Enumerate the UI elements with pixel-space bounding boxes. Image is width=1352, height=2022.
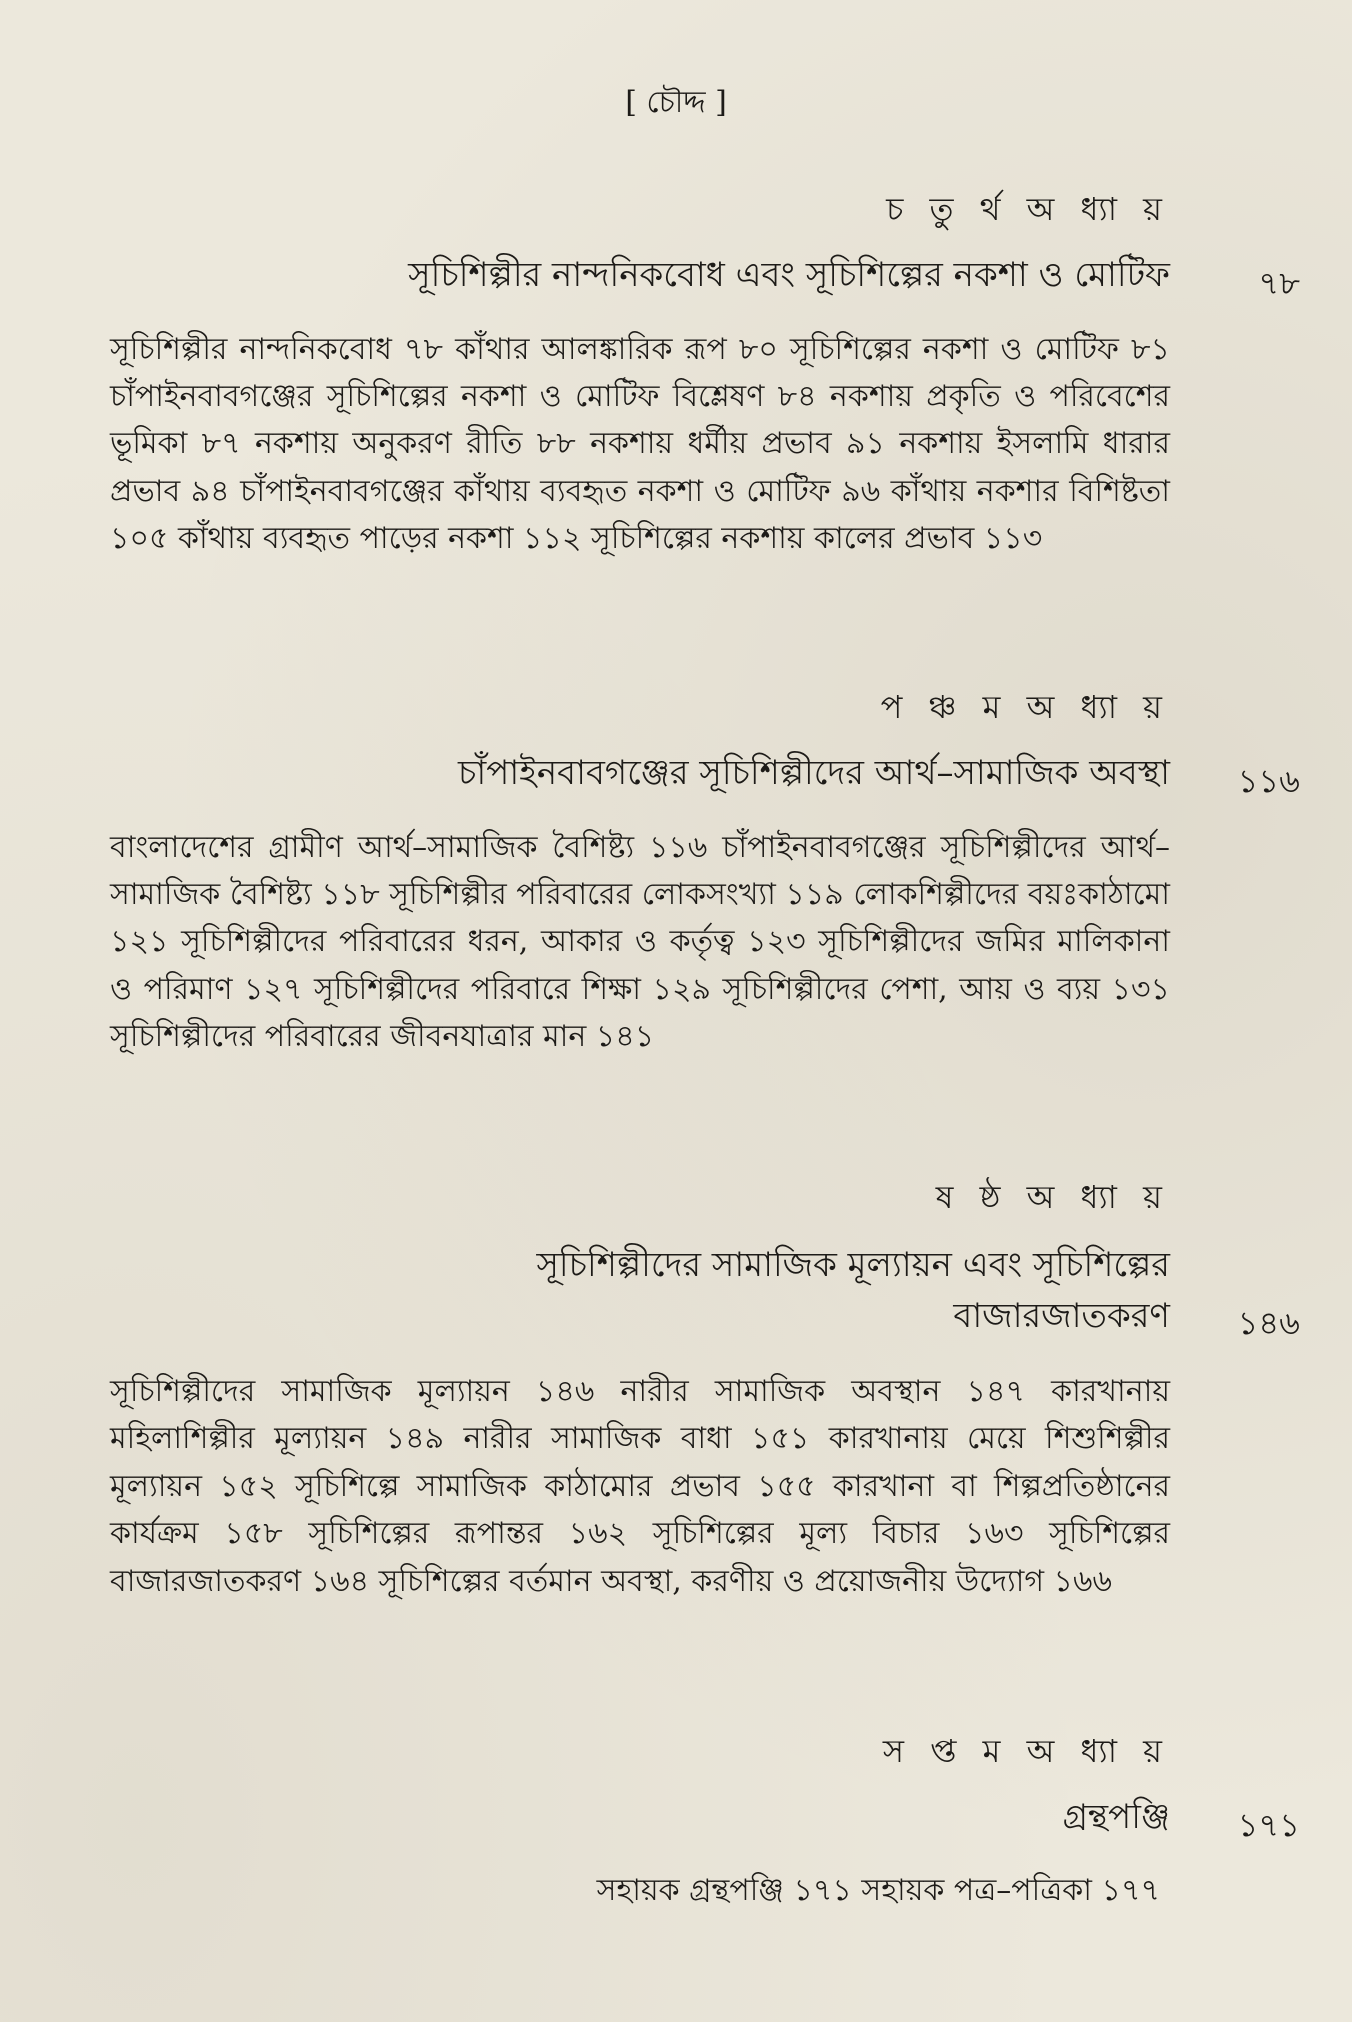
chapter-title-row [110,750,1300,800]
chapter-contents: বাংলাদেশের গ্রামীণ আর্থ–সামাজিক বৈশিষ্ট্য ১১৬ চাঁপাইনবাবগঞ্জের সূচিশিল্পীদের আর্থ–সামাজিক বৈশিষ্ট্য ১১৮ সূচিশিল্পীর পরিবারের লোকসংখ্যা ১১৯ লোকশিল্পীদের বয়ঃকাঠামো ১২১ সূচিশিল্পীদের পরিবারের ধরন, আকার ও কর্তৃত্ব ১২৩ সূচিশিল্পীদের জমির মালিকানা ও পরিমাণ ১২৭ সূচিশিল্পীদের পরিবারে শিক্ষা ১২৯ সূচিশিল্পীদের পেশা, আয় ও ব্যয় ১৩১ সূচিশিল্পীদের পরিবারের জীবনযাত্রার মান ১৪১ [110,829,1170,1055]
chapter-page-number: ১৪৬ [1237,1304,1300,1342]
chapter-title-row [110,252,1300,302]
chapter-label: ষ ষ্ঠ অ ধ্যা য় [935,1178,1170,1216]
chapter-page-number: ১৭১ [1237,1806,1300,1844]
chapter-contents: সহায়ক গ্রন্থপঞ্জি ১৭১ সহায়ক পত্র–পত্রিকা ১৭৭ [596,1872,1160,1908]
chapter-7 [110,1726,1300,1947]
chapter-5 [110,682,1300,1091]
chapter-title: গ্রন্থপঞ্জি [1062,1797,1170,1837]
chapter-page-number: ১১৬ [1237,762,1300,800]
chapter-label: চ তু র্থ অ ধ্যা য় [886,190,1170,228]
chapter-contents: সূচিশিল্পীর নান্দনিকবোধ ৭৮ কাঁথার আলঙ্কারিক রূপ ৮০ সূচিশিল্পের নকশা ও মোটিফ ৮১ চাঁপাইনবাবগঞ্জের সূচিশিল্পের নকশা ও মোটিফ বিশ্লেষণ ৮৪ নকশায় প্রকৃতি ও পরিবেশের ভূমিকা ৮৭ নকশায় অনুকরণ রীতি ৮৮ নকশায় ধর্মীয় প্রভাব ৯১ নকশায় ইসলামি ধারার প্রভাব ৯৪ চাঁপাইনবাবগঞ্জের কাঁথায় ব্যবহৃত নকশা ও মোটিফ ৯৬ কাঁথায় নকশার বিশিষ্টতা ১০৫ কাঁথায় ব্যবহৃত পাড়ের নকশা ১১২ সূচিশিল্পের নকশায় কালের প্রভাব ১১৩ [110,331,1170,557]
page-number-marker: [ চৌদ্দ ] [625,85,727,120]
chapter-title-row [110,1240,1300,1342]
chapter-contents: সূচিশিল্পীদের সামাজিক মূল্যায়ন ১৪৬ নারীর সামাজিক অবস্থান ১৪৭ কারখানায় মহিলাশিল্পীর মূল্যায়ন ১৪৯ নারীর সামাজিক বাধা ১৫১ কারখানায় মেয়ে শিশুশিল্পীর মূল্যায়ন ১৫২ সূচিশিল্পে সামাজিক কাঠামোর প্রভাব ১৫৫ কারখানা বা শিল্পপ্রতিষ্ঠানের কার্যক্রম ১৫৮ সূচিশিল্পের রূপান্তর ১৬২ সূচিশিল্পের মূল্য বিচার ১৬৩ সূচিশিল্পের বাজারজাতকরণ ১৬৪ সূচিশিল্পের বর্তমান অবস্থা, করণীয় ও প্রয়োজনীয় উদ্যোগ ১৬৬ [110,1374,1170,1599]
chapter-label: স প্ত ম অ ধ্যা য় [882,1732,1170,1770]
chapter-title: চাঁপাইনবাবগঞ্জের সূচিশিল্পীদের আর্থ–সামাজিক অবস্থা [458,753,1170,793]
chapter-title: সূচিশিল্পীর নান্দনিকবোধ এবং সূচিশিল্পের নকশা ও মোটিফ [408,255,1170,295]
chapter-title-line-1: সূচিশিল্পীদের সামাজিক মূল্যায়ন এবং সূচিশিল্পের [536,1245,1170,1285]
chapter-title-row [110,1794,1300,1844]
chapter-page-number: ৭৮ [1258,264,1300,302]
chapter-title-line-2: বাজারজাতকরণ [953,1296,1170,1336]
chapter-6 [110,1172,1300,1635]
chapter-label: প ঞ্চ ম অ ধ্যা য় [880,688,1170,726]
chapter-4 [110,184,1300,593]
